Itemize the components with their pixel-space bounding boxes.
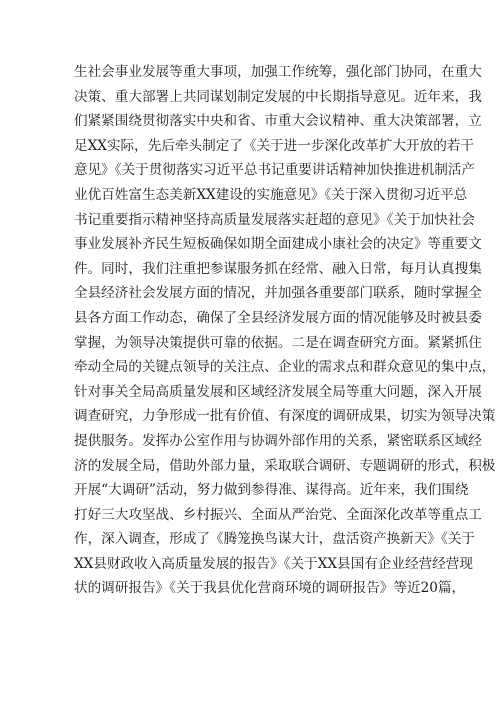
text-line: 生社会事业发展等重大事项，加强工作统筹，强化部门协同，在重大 (74, 64, 482, 80)
text-line: 书记重要指示精神坚持高质量发展落实赶超的意见》《关于加快社会 (74, 211, 476, 228)
text-line: XX县财政收入高质量发展的报告》《关于XX县国有企业经营经营现 (74, 555, 473, 572)
text-line: 提供服务。发挥办公室作用与协调外部作用的关系，紧密联系区域经 (74, 432, 482, 449)
text-line: 业优百姓富生态美新XX建设的实施意见》《关于深入贯彻习近平总 (74, 186, 468, 203)
text-line: 针对事关全局高质量发展和区域经济发展全局等重大问题，深入开展 (74, 383, 482, 400)
text-line: 状的调研报告》《关于我县优化营商环境的调研报告》等近20篇， (74, 580, 466, 597)
text-line: 件。同时，我们注重把参谋服务抓在经常、融入日常，每月认真搜集 (74, 260, 482, 277)
text-line: 们紧紧围绕贯彻落实中央和省、市重大会议精神、重大决策部署，立 (74, 113, 482, 130)
text-line: 开展“大调研”活动，努力做到参得准、谋得高。近年来，我们围绕 (74, 482, 469, 499)
text-line: 决策、重大部署上共同谋划制定发展的中长期指导意见。近年来，我 (74, 88, 482, 105)
text-line: 调查研究，力争形成一批有价值、有深度的调研成果，切实为领导决策 (74, 408, 496, 425)
text-line: 全县经济社会发展方面的情况，并加强各重要部门联系，随时掌握全 (74, 285, 482, 302)
text-line: 济的发展全局，借助外部力量，采取联合调研、专题调研的形式，积极 (74, 457, 496, 474)
text-line: 掌握，为领导决策提供可靠的依据。二是在调查研究方面。紧紧抓住 (74, 334, 482, 351)
text-line: 足XX实际，先后牵头制定了《关于进一步深化改革扩大开放的若干 (74, 137, 474, 154)
text-line: 事业发展补齐民生短板确保如期全面建成小康社会的决定》等重要文 (74, 236, 482, 253)
text-line: 县各方面工作动态，确保了全县经济发展方面的情况能够及时被县委 (74, 309, 482, 326)
text-line: 牵动全局的关键点领导的关注点、企业的需求点和群众意见的集中点， (74, 359, 496, 376)
body-text (74, 60, 496, 601)
text-line: 作，深入调查，形成了《腾笼换鸟谋大计，盘活资产换新天》《关于 (74, 531, 476, 548)
text-line: 打好三大攻坚战、乡村振兴、全面从严治党、全面深化改革等重点工 (74, 506, 482, 523)
text-line: 意见》《关于贯彻落实习近平总书记重要讲话精神加快推进机制活产 (74, 162, 476, 179)
